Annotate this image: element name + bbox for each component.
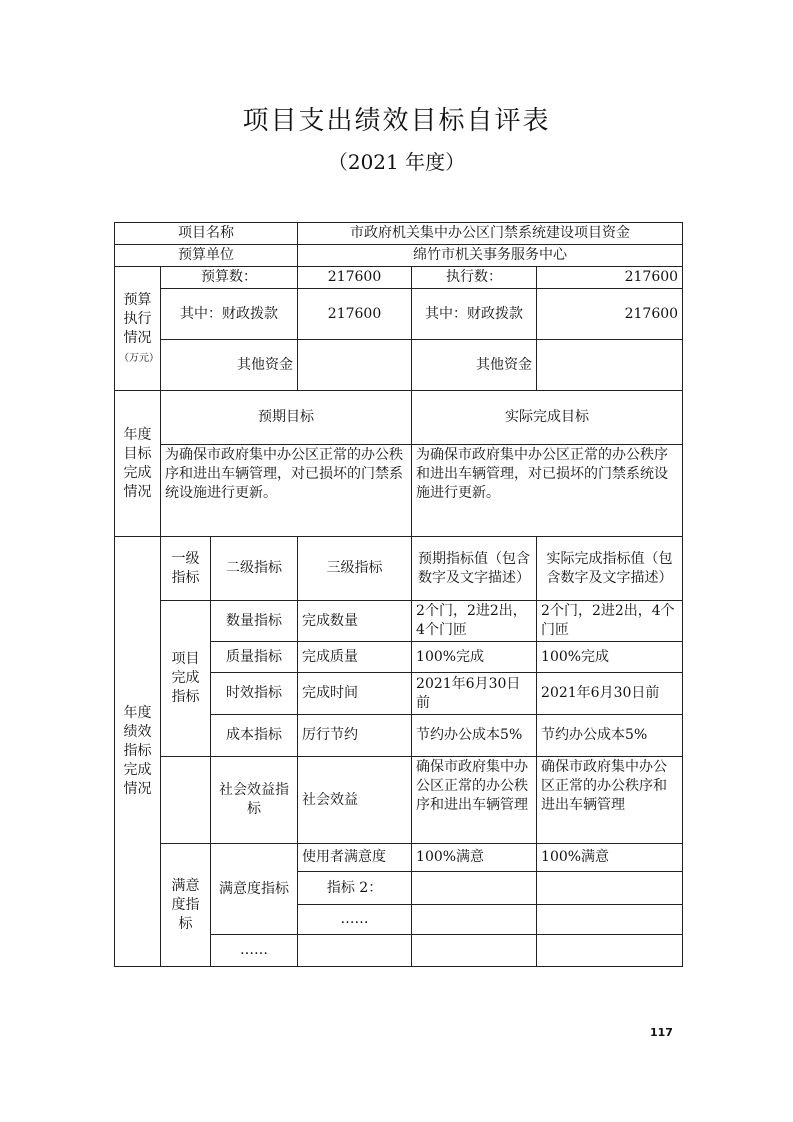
fiscal-funds-exec-label: 其中：财政拨款: [412, 289, 537, 340]
project-name-row: [115, 223, 683, 245]
annual-goal-label: 年度目标完成情况: [115, 391, 161, 537]
indicator-section-label: 年度绩效指标完成情况: [115, 537, 161, 967]
budget-execution-label-main: 预算执行情况: [123, 291, 152, 346]
level2-cell: 数量指标: [211, 601, 298, 642]
budget-execution-label-unit: （万元）: [119, 352, 159, 364]
level2-cell: 时效指标: [211, 673, 298, 715]
level3-cell: 指标 2：: [298, 872, 412, 905]
level3-header: 三级指标: [298, 537, 412, 601]
expected-value-cell: 100%完成: [412, 642, 537, 673]
page-title: 项目支出绩效目标自评表: [242, 106, 551, 136]
effect-actual-cell: 确保市政府集中办公区正常的办公秩序和进出车辆管理: [537, 757, 683, 844]
page-number: 117: [650, 1026, 673, 1039]
satisfaction-indicator-label: 满意度指标: [161, 844, 211, 967]
expected-goal-text: 为确保市政府集中办公区正常的办公秩序和进出车辆管理，对已损坏的门禁系统设施进行更新。: [161, 445, 412, 537]
project-name-label: 项目名称: [115, 223, 298, 245]
empty-cell: [298, 935, 412, 967]
fiscal-funds-budget: 217600: [298, 289, 412, 340]
other-funds-row: [115, 340, 683, 391]
actual-value-cell: 节约办公成本5%: [537, 715, 683, 757]
actual-value-cell: 100%完成: [537, 642, 683, 673]
effect-indicator-row: [115, 757, 683, 844]
table-row: [115, 601, 683, 642]
expected-value-cell: 2个门，2进2出，4个门匝: [412, 601, 537, 642]
actual-value-cell: [537, 905, 683, 935]
level3-cell: ……: [298, 905, 412, 935]
effect-level1-cell: [161, 757, 211, 844]
expected-value-cell: 节约办公成本5%: [412, 715, 537, 757]
actual-value-cell: [537, 872, 683, 905]
actual-value-cell: 2个门，2进2出，4个门匝: [537, 601, 683, 642]
fiscal-funds-exec-value: 217600: [537, 289, 683, 340]
actual-value-header: 实际完成指标值（包含数字及文字描述）: [537, 537, 683, 601]
project-name-value: 市政府机关集中办公区门禁系统建设项目资金: [298, 223, 683, 245]
level3-cell: 完成数量: [298, 601, 412, 642]
expected-value-header: 预期指标值（包含数字及文字描述）: [412, 537, 537, 601]
report-year: （2021 年度）: [327, 150, 466, 174]
output-indicator-label: 项目完成指标: [161, 601, 211, 757]
level2-cell: 成本指标: [211, 715, 298, 757]
level3-cell: 使用者满意度: [298, 844, 412, 872]
executed-amount-value: 217600: [537, 267, 683, 289]
actual-goal-text: 为确保市政府集中办公区正常的办公秩序和进出车辆管理，对已损坏的门禁系统设施进行更新。: [412, 445, 683, 537]
empty-cell: [412, 935, 537, 967]
self-evaluation-table: [114, 222, 683, 967]
expected-value-cell: 2021年6月30日前: [412, 673, 537, 715]
other-funds-exec-label: 其他资金: [412, 340, 537, 391]
other-funds-budget: [298, 340, 412, 391]
budget-amount-value: 217600: [298, 267, 412, 289]
indicator-header-row: [115, 537, 683, 601]
budget-unit-row: [115, 245, 683, 267]
empty-cell: [537, 935, 683, 967]
effect-level2-cell: 社会效益指标: [211, 757, 298, 844]
budget-execution-label: [115, 267, 161, 391]
other-funds-exec-value: [537, 340, 683, 391]
satisfaction-level2-cell: 满意度指标: [211, 844, 298, 935]
fiscal-funds-row: [115, 289, 683, 340]
actual-value-cell: 100%满意: [537, 844, 683, 872]
actual-value-cell: 2021年6月30日前: [537, 673, 683, 715]
budget-amount-label: 预算数：: [161, 267, 298, 289]
effect-level3-cell: 社会效益: [298, 757, 412, 844]
annual-goal-content-row: [115, 445, 683, 537]
actual-goal-label: 实际完成目标: [412, 391, 683, 445]
level2-cell: 质量指标: [211, 642, 298, 673]
expected-value-cell: [412, 905, 537, 935]
fiscal-funds-label: 其中：财政拨款: [161, 289, 298, 340]
expected-goal-label: 预期目标: [161, 391, 412, 445]
level3-cell: 完成质量: [298, 642, 412, 673]
budget-unit-value: 绵竹市机关事务服务中心: [298, 245, 683, 267]
level1-header: 一级指标: [161, 537, 211, 601]
table-row: [115, 844, 683, 872]
expected-value-cell: 100%满意: [412, 844, 537, 872]
budget-amount-row: [115, 267, 683, 289]
budget-unit-label: 预算单位: [115, 245, 298, 267]
expected-value-cell: [412, 872, 537, 905]
level2-header: 二级指标: [211, 537, 298, 601]
level3-cell: 完成时间: [298, 673, 412, 715]
level3-cell: 厉行节约: [298, 715, 412, 757]
other-funds-label: 其他资金: [161, 340, 298, 391]
effect-expected-cell: 确保市政府集中办公区正常的办公秩序和进出车辆管理: [412, 757, 537, 844]
executed-amount-label: 执行数：: [412, 267, 537, 289]
annual-goal-header-row: [115, 391, 683, 445]
extra-level2-cell: ……: [211, 935, 298, 967]
